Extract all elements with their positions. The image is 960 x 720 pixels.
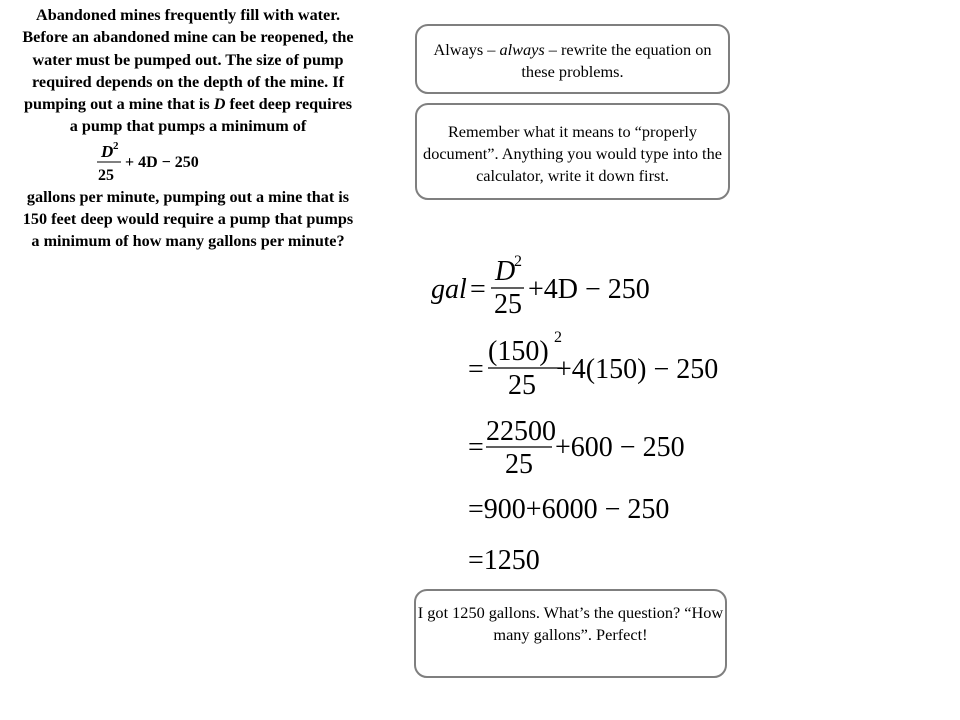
- solution-line1-numerator: D: [495, 256, 516, 287]
- solution-line2-exponent: 2: [554, 329, 562, 346]
- note-rewrite-part2: – rewrite the equation on these problems.: [521, 40, 712, 81]
- solution-line1-exponent: 2: [514, 253, 522, 270]
- problem-variable: D: [213, 95, 226, 114]
- solution-line2-rest: +4(150) − 250: [556, 354, 719, 385]
- solution-line3-equals: =: [468, 432, 484, 463]
- problem-formula-numerator: D: [101, 141, 114, 161]
- solution-line1-denominator: 25: [494, 289, 522, 320]
- problem-formula-denominator: 25: [98, 166, 114, 184]
- note-rewrite-emphasis: always: [499, 40, 545, 59]
- note-rewrite-part1: Always –: [433, 40, 500, 59]
- solution-line3-rest: +600 − 250: [555, 432, 685, 463]
- solution-line4: =900+6000 − 250: [468, 494, 670, 525]
- problem-text-middle: feet deep requires a pump that pumps a minimum of: [69, 95, 353, 136]
- note-document-text: Remember what it means to “properly document”. Anything you would type into the calculator, write it down first.: [423, 122, 722, 185]
- solution-line5: =1250: [468, 545, 540, 576]
- problem-text-after: gallons per minute, pumping out a mine that is 150 feet deep would require a pump that pumps a minimum of how many gallons per minute?: [22, 187, 354, 251]
- problem-formula-exponent: 2: [113, 139, 119, 152]
- problem-formula-rest: + 4D − 250: [125, 153, 199, 171]
- solution-line2-denominator: 25: [508, 370, 536, 401]
- solution-line1-rest: +4D − 250: [528, 274, 650, 305]
- problem-text-before: Abandoned mines frequently fill with water. Before an abandoned mine can be reopened, the water must be pumped out. The size of pump required depends on the depth of the mine. If pumping out a mine that is: [22, 6, 354, 114]
- solution-line2-equals: =: [468, 354, 484, 385]
- solution-line2-numerator: (150): [488, 336, 549, 367]
- solution-line1-equals: =: [470, 274, 486, 305]
- note-answer-text: I got 1250 gallons. What’s the question? “How many gallons”. Perfect!: [417, 603, 724, 644]
- solution-line1-lhs: gal: [431, 274, 467, 305]
- solution-line3-denominator: 25: [505, 449, 533, 480]
- solution-line3-numerator: 22500: [486, 416, 556, 447]
